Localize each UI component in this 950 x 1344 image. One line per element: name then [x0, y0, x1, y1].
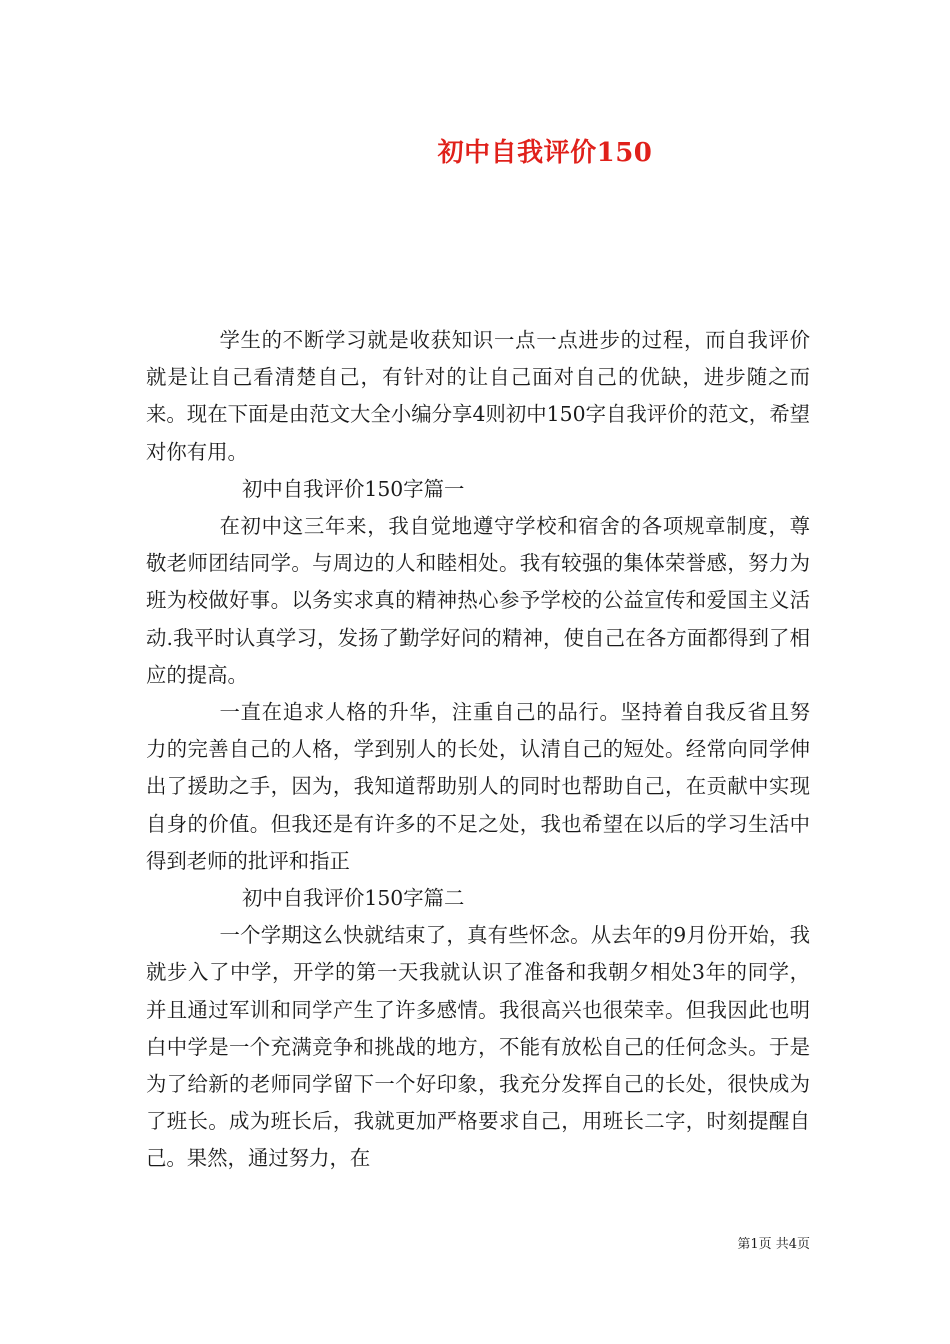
section-heading-2: 初中自我评价150字篇二 [242, 886, 465, 911]
paragraph-2a: 一个学期这么快就结束了，真有些怀念。从去年的9月份开始，我就步入了中学，开学的第一天我就认识了准备和我朝夕相处3年的同学，并且通过军训和同学产生了许多感情。我很高兴也很荣幸。但我因此也明白中学是一个充满竞争和挑战的地方，不能有放松自己的任何念头。于是为了给新的老师同学留下一个好印象，我充分发挥自己的长处，很快成为了班长。成为班长后，我就更加严格要求自己，用班长二字，时刻提醒自己。果然，通过努力，在 [146, 923, 810, 1171]
paragraph-1b: 一直在追求人格的升华，注重自己的品行。坚持着自我反省且努力的完善自己的人格，学到别人的长处，认清自己的短处。经常向同学伸出了援助之手，因为，我知道帮助别人的同时也帮助自己，在贡献中实现自身的价值。但我还是有许多的不足之处，我也希望在以后的学习生活中得到老师的批评和指正 [146, 700, 810, 873]
section-heading-1: 初中自我评价150字篇一 [242, 476, 465, 501]
paragraph-1a: 在初中这三年来，我自觉地遵守学校和宿舍的各项规章制度，尊敬老师团结同学。与周边的人和睦相处。我有较强的集体荣誉感，努力为班为校做好事。以务实求真的精神热心参予学校的公益宣传和爱国主义活动.我平时认真学习，发扬了勤学好问的精神，使自己在各方面都得到了相应的提高。 [146, 514, 810, 687]
document-title: 初中自我评价150 [437, 138, 653, 168]
paragraph-intro: 学生的不断学习就是收获知识一点一点进步的过程，而自我评价就是让自己看清楚自己，有针对的让自己面对自己的优缺，进步随之而来。现在下面是由范文大全小编分享4则初中150字自我评价的范文，希望对你有用。 [146, 328, 810, 464]
document-body [146, 322, 810, 1178]
page-number: 第1页 共4页 [737, 1237, 810, 1252]
